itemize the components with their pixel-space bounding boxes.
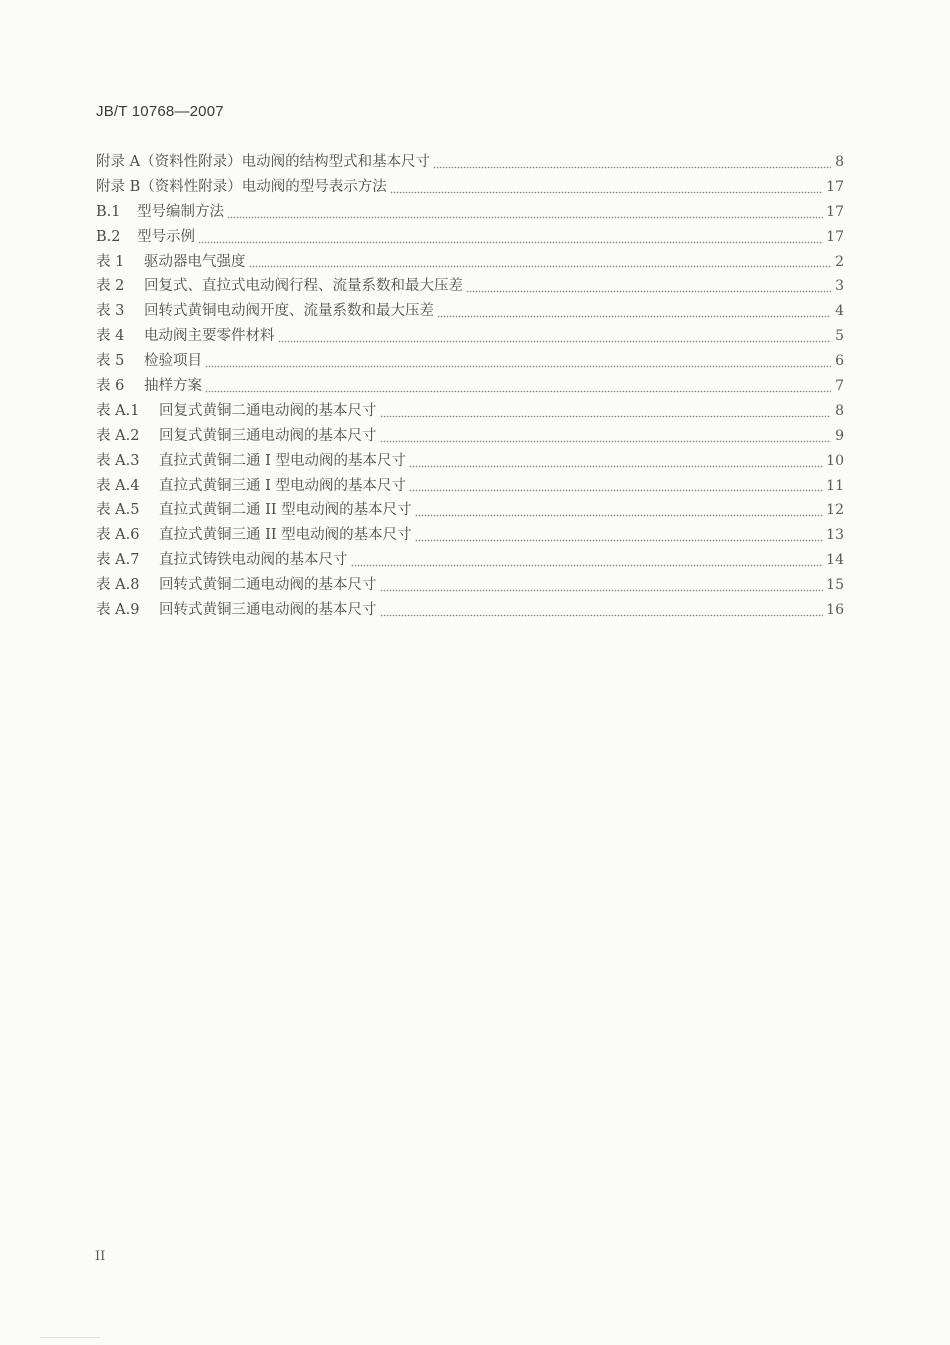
toc-dot-leader: [278, 333, 832, 343]
toc-entry[interactable]: [96, 250, 844, 275]
toc-entry-number: 表 1: [96, 253, 125, 270]
toc-entry-page: 8: [835, 154, 844, 170]
toc-entry-number: 表 A.2: [96, 427, 140, 444]
toc-entry-title: 附录 B（资料性附录）电动阀的型号表示方法: [96, 178, 387, 195]
toc-entry-title: 抽样方案: [144, 378, 202, 395]
toc-dot-leader: [409, 458, 823, 468]
toc-entry-number: 表 6: [96, 378, 125, 395]
toc-entry[interactable]: [96, 424, 844, 449]
toc-entry-page: 15: [826, 577, 844, 594]
toc-entry[interactable]: [96, 449, 844, 474]
toc-entry[interactable]: [96, 349, 844, 374]
toc-entry[interactable]: [96, 200, 844, 225]
toc-entry-title: 电动阀主要零件材料: [144, 328, 275, 345]
toc-entry-title: 回复式、直拉式电动阀行程、流量系数和最大压差: [144, 278, 463, 295]
toc-dot-leader: [351, 557, 824, 567]
toc-dot-leader: [409, 482, 823, 492]
toc-entry[interactable]: [96, 374, 844, 399]
toc-entry[interactable]: [96, 548, 844, 573]
toc-entry-page: 16: [826, 602, 844, 619]
toc-entry-number: 表 A.4: [96, 477, 140, 494]
toc-entry-page: 8: [835, 402, 844, 419]
toc-entry-number: 表 2: [96, 278, 125, 295]
toc-entry-page: 9: [835, 427, 844, 444]
toc-entry[interactable]: [96, 175, 844, 200]
toc-entry-title: 附录 A（资料性附录）电动阀的结构型式和基本尺寸: [96, 154, 431, 170]
toc-entry-page: 13: [826, 527, 844, 544]
scan-edge-mark: [40, 1337, 100, 1338]
toc-entry[interactable]: [96, 274, 844, 299]
toc-entry-number: 表 A.8: [96, 577, 140, 594]
toc-entry-page: 2: [835, 253, 844, 270]
toc-entry-page: 12: [826, 502, 844, 519]
toc-dot-leader: [380, 408, 832, 418]
toc-entry[interactable]: [96, 474, 844, 499]
toc-entry-title: 驱动器电气强度: [144, 253, 246, 270]
toc-entry-number: 表 A.7: [96, 552, 140, 569]
toc-entry-number: 表 A.6: [96, 527, 140, 544]
toc-entry-title: 检验项目: [144, 353, 202, 370]
toc-entry-page: 5: [835, 328, 844, 345]
toc-dot-leader: [415, 507, 823, 517]
toc-dot-leader: [380, 433, 832, 443]
toc-entry-number: 表 A.1: [96, 402, 140, 419]
toc-dot-leader: [205, 383, 831, 393]
toc-entry-page: 17: [826, 178, 844, 195]
toc-entry-page: 7: [835, 378, 844, 395]
table-of-contents: [96, 150, 844, 623]
toc-entry[interactable]: [96, 598, 844, 623]
toc-entry[interactable]: [96, 523, 844, 548]
toc-entry[interactable]: [96, 324, 844, 349]
page-number-footer: II: [95, 1249, 106, 1264]
toc-entry-title: 直拉式黄铜三通 I 型电动阀的基本尺寸: [159, 477, 406, 494]
toc-entry-number: 表 3: [96, 303, 125, 320]
toc-entry-title: 型号示例: [137, 228, 195, 245]
toc-entry-number: B.1: [96, 203, 121, 220]
toc-entry-number: 表 A.3: [96, 452, 140, 469]
toc-dot-leader: [227, 209, 823, 219]
toc-entry-title: 直拉式黄铜三通 II 型电动阀的基本尺寸: [159, 527, 412, 544]
toc-entry-number: 表 A.9: [96, 602, 140, 619]
toc-dot-leader: [415, 532, 823, 542]
toc-entry-page: 3: [835, 278, 844, 295]
toc-dot-leader: [466, 283, 831, 293]
toc-entry[interactable]: [96, 498, 844, 523]
toc-entry-title: 回转式黄铜电动阀开度、流量系数和最大压差: [144, 303, 434, 320]
toc-dot-leader: [380, 607, 824, 617]
toc-entry-number: 表 4: [96, 328, 125, 345]
toc-entry[interactable]: [96, 299, 844, 324]
toc-dot-leader: [198, 234, 823, 244]
document-code-header: JB/T 10768—2007: [96, 103, 224, 120]
toc-entry-page: 17: [826, 203, 844, 220]
toc-entry-title: 回转式黄铜三通电动阀的基本尺寸: [159, 602, 377, 619]
toc-entry[interactable]: [96, 150, 844, 175]
toc-entry[interactable]: [96, 399, 844, 424]
toc-entry-page: 17: [826, 228, 844, 245]
toc-entry-title: 直拉式铸铁电动阀的基本尺寸: [159, 552, 348, 569]
toc-dot-leader: [433, 159, 831, 169]
toc-entry-page: 14: [826, 552, 844, 569]
toc-entry[interactable]: [96, 225, 844, 250]
toc-entry-title: 直拉式黄铜二通 II 型电动阀的基本尺寸: [159, 502, 412, 519]
toc-entry-page: 6: [835, 353, 844, 370]
toc-entry-title: 回复式黄铜三通电动阀的基本尺寸: [159, 427, 377, 444]
toc-entry-number: 表 A.5: [96, 502, 140, 519]
toc-entry-number: 表 5: [96, 353, 125, 370]
toc-dot-leader: [437, 308, 831, 318]
toc-dot-leader: [249, 258, 832, 268]
toc-dot-leader: [380, 582, 824, 592]
toc-entry-page: 4: [835, 303, 844, 320]
toc-dot-leader: [205, 358, 831, 368]
toc-entry-title: 型号编制方法: [137, 203, 224, 220]
toc-entry-title: 回复式黄铜二通电动阀的基本尺寸: [159, 402, 377, 419]
toc-entry-title: 回转式黄铜二通电动阀的基本尺寸: [159, 577, 377, 594]
toc-entry-title: 直拉式黄铜二通 I 型电动阀的基本尺寸: [159, 452, 406, 469]
toc-entry-number: B.2: [96, 228, 121, 245]
toc-entry-page: 11: [826, 477, 844, 494]
toc-entry-page: 10: [826, 452, 844, 469]
toc-entry[interactable]: [96, 573, 844, 598]
toc-dot-leader: [390, 184, 823, 194]
